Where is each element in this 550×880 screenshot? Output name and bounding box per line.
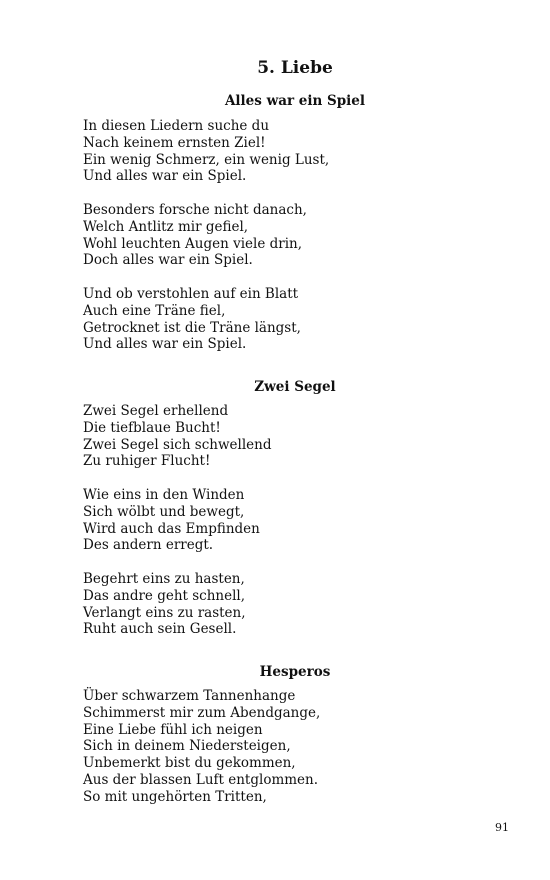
verse-line: Des andern erregt. <box>83 537 214 554</box>
verse-line: Sich wölbt und bewegt, <box>83 503 245 520</box>
poem-2-stanza-1 <box>83 403 503 470</box>
verse-line: Ein wenig Schmerz, ein wenig Lust, <box>83 151 330 168</box>
page-number: 91 <box>495 821 509 834</box>
verse-line: Und alles war ein Spiel. <box>83 168 247 185</box>
verse-line: Wie eins in den Winden <box>83 487 245 503</box>
verse-line: Sich in deinem Niedersteigen, <box>83 738 291 755</box>
verse-line: Wohl leuchten Augen viele drin, <box>83 235 303 252</box>
poem-3-stanza-1 <box>83 688 503 806</box>
poem-1-stanza-1 <box>83 118 503 185</box>
verse-line: Welch Antlitz mir gefiel, <box>83 218 249 235</box>
verse-line: So mit ungehörten Tritten, <box>83 788 267 805</box>
verse-line: Aus der blassen Luft entglommen. <box>83 771 319 788</box>
poem-1-stanza-2 <box>83 202 503 269</box>
verse-line: Getrocknet ist die Träne längst, <box>83 319 301 336</box>
verse-line: Zu ruhiger Flucht! <box>83 453 211 470</box>
verse-line: Zwei Segel sich schwellend <box>83 436 272 453</box>
verse-line: Nach keinem ernsten Ziel! <box>83 134 266 151</box>
verse-line: Auch eine Träne fiel, <box>83 302 226 319</box>
verse-line: Besonders forsche nicht danach, <box>83 202 307 218</box>
verse-line: Zwei Segel erhellend <box>83 403 229 419</box>
poem-title-alles-war-ein-spiel: Alles war ein Spiel <box>224 93 366 109</box>
verse-line: Schimmerst mir zum Abendgange, <box>83 704 321 721</box>
verse-line: Ruht auch sein Gesell. <box>83 621 237 638</box>
verse-line: Wird auch das Empfinden <box>83 520 260 537</box>
verse-line: Unbemerkt bist du gekommen, <box>83 755 296 772</box>
verse-line: Eine Liebe fühl ich neigen <box>83 721 263 738</box>
poem-title-zwei-segel: Zwei Segel <box>254 379 336 395</box>
chapter-title: 5. Liebe <box>257 58 333 78</box>
verse-line: Über schwarzem Tannenhange <box>83 688 296 704</box>
poem-2-stanza-3 <box>83 571 503 638</box>
verse-line: Begehrt eins zu hasten, <box>83 571 245 587</box>
verse-line: Und ob verstohlen auf ein Blatt <box>83 286 299 302</box>
poem-2-stanza-2 <box>83 487 503 554</box>
verse-line: In diesen Liedern suche du <box>83 118 270 134</box>
verse-line: Das andre geht schnell, <box>83 587 246 604</box>
poem-title-hesperos: Hesperos <box>259 664 331 680</box>
verse-line: Und alles war ein Spiel. <box>83 336 247 353</box>
verse-line: Die tiefblaue Bucht! <box>83 419 221 436</box>
verse-line: Verlangt eins zu rasten, <box>83 604 246 621</box>
verse-line: Doch alles war ein Spiel. <box>83 252 253 269</box>
poem-1-stanza-3 <box>83 286 503 353</box>
